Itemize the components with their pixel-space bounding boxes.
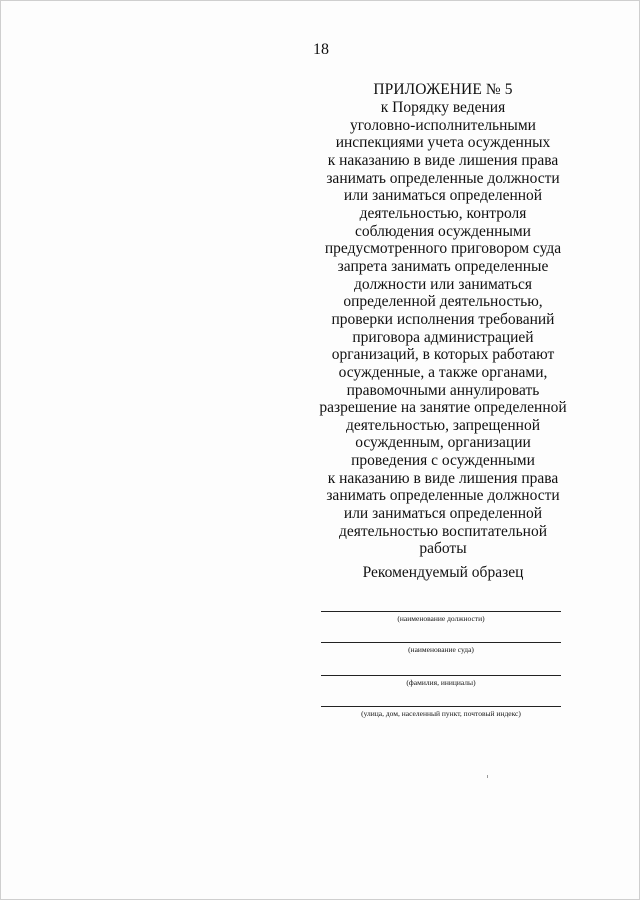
- full-name-caption: (фамилия, инициалы): [406, 678, 476, 687]
- sample-label: Рекомендуемый образец: [362, 564, 524, 581]
- appendix-line: осужденным, организации: [355, 434, 531, 452]
- position-name-field: [321, 611, 561, 624]
- appendix-line: к Порядку ведения: [380, 99, 506, 116]
- appendix-line: осужденные, а также органами,: [338, 363, 548, 381]
- appendix-line: инспекциями учета осужденных: [335, 134, 551, 152]
- full-name-field: [321, 675, 561, 688]
- appendix-line: организаций, в которых работают: [331, 346, 555, 364]
- appendix-line: или заниматься определенной: [343, 187, 543, 205]
- appendix-line: к наказанию в виде лишения права: [327, 151, 559, 169]
- court-name-caption: (наименование суда): [408, 645, 474, 654]
- page-number: 18: [313, 41, 329, 58]
- appendix-line: должности или заниматься: [354, 275, 532, 293]
- appendix-line: занимать определенные должности: [326, 487, 560, 505]
- appendix-line: соблюдения осужденными: [355, 222, 531, 240]
- appendix-line: проверки исполнения требований: [331, 310, 555, 328]
- appendix-line: уголовно-исполнительными: [350, 116, 536, 134]
- appendix-line: или заниматься определенной: [343, 505, 543, 523]
- appendix-line: к наказанию в виде лишения права: [327, 469, 559, 487]
- appendix-line: работы: [419, 540, 467, 558]
- appendix-line: занимать определенные должности: [326, 169, 560, 187]
- appendix-line: правомочными аннулировать: [346, 381, 540, 399]
- appendix-line: деятельностью воспитательной: [338, 522, 548, 540]
- appendix-line: деятельностью, контроля: [359, 204, 527, 222]
- appendix-line: предусмотренного приговором суда: [324, 240, 562, 258]
- court-name-field: [321, 642, 561, 655]
- appendix-line: запрета занимать определенные: [337, 257, 549, 275]
- appendix-title: ПРИЛОЖЕНИЕ № 5: [373, 81, 513, 98]
- appendix-body: [313, 99, 573, 558]
- appendix-line: деятельностью, запрещенной: [345, 416, 540, 434]
- appendix-line: определенной деятельностью,: [343, 293, 543, 311]
- appendix-line: разрешение на занятие определенной: [319, 399, 567, 417]
- address-caption: (улица, дом, населенный пункт, почтовый индекс): [361, 709, 521, 718]
- appendix-line: проведения с осужденными: [351, 452, 535, 470]
- position-name-caption: (наименование должности): [397, 614, 485, 623]
- scan-speck: [487, 775, 488, 778]
- address-field: [321, 706, 561, 719]
- appendix-line: приговора администрацией: [352, 328, 534, 346]
